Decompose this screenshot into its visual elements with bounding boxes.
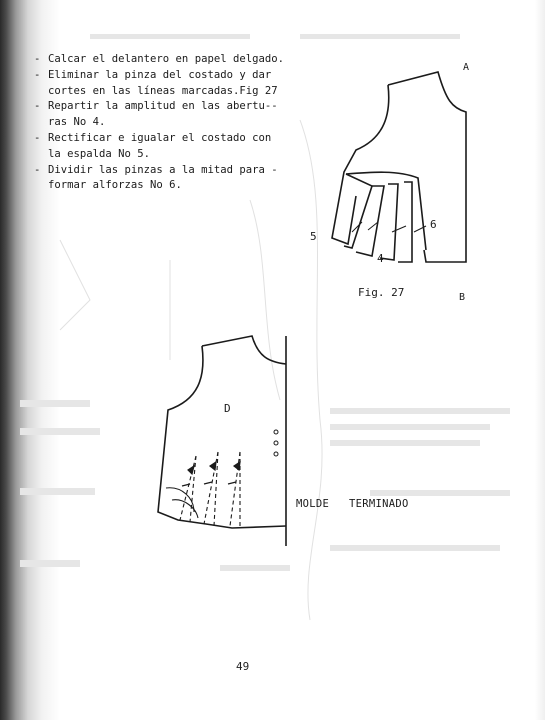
instruction-line-4: - Repartir la amplitud en las abertu--	[34, 100, 278, 113]
page-number: 49	[236, 660, 250, 673]
finished-pattern-label: MOLDE TERMINADO	[296, 498, 409, 510]
alforza-pleat-lines	[180, 452, 240, 528]
instruction-line-6: - Rectificar e igualar el costado con	[34, 131, 272, 144]
pattern-piece-letter: D	[224, 402, 231, 415]
instruction-line-5: ras No 4.	[48, 116, 106, 129]
finished-pattern-outline	[158, 336, 286, 528]
fig27-point-a: A	[463, 62, 470, 73]
fig27-label-4: 4	[377, 252, 384, 265]
fig27-point-b: B	[459, 292, 466, 303]
fig27-label-5: 5	[310, 230, 317, 243]
fig27-label-6: 6	[430, 218, 437, 231]
instruction-line-8: - Dividir las pinzas a la mitad para -	[34, 163, 278, 176]
instruction-line-2: - Eliminar la pinza del costado y dar	[34, 68, 272, 81]
instruction-line-3: cortes en las líneas marcadas.Fig 27	[48, 84, 278, 97]
button-markers	[274, 430, 278, 456]
instruction-line-7: la espalda No 5.	[48, 147, 151, 160]
instruction-line-1: - Calcar el delantero en papel delgado.	[34, 53, 284, 65]
fig-27-caption: Fig. 27	[358, 286, 405, 299]
instruction-line-9: formar alforzas No 6.	[48, 179, 182, 192]
